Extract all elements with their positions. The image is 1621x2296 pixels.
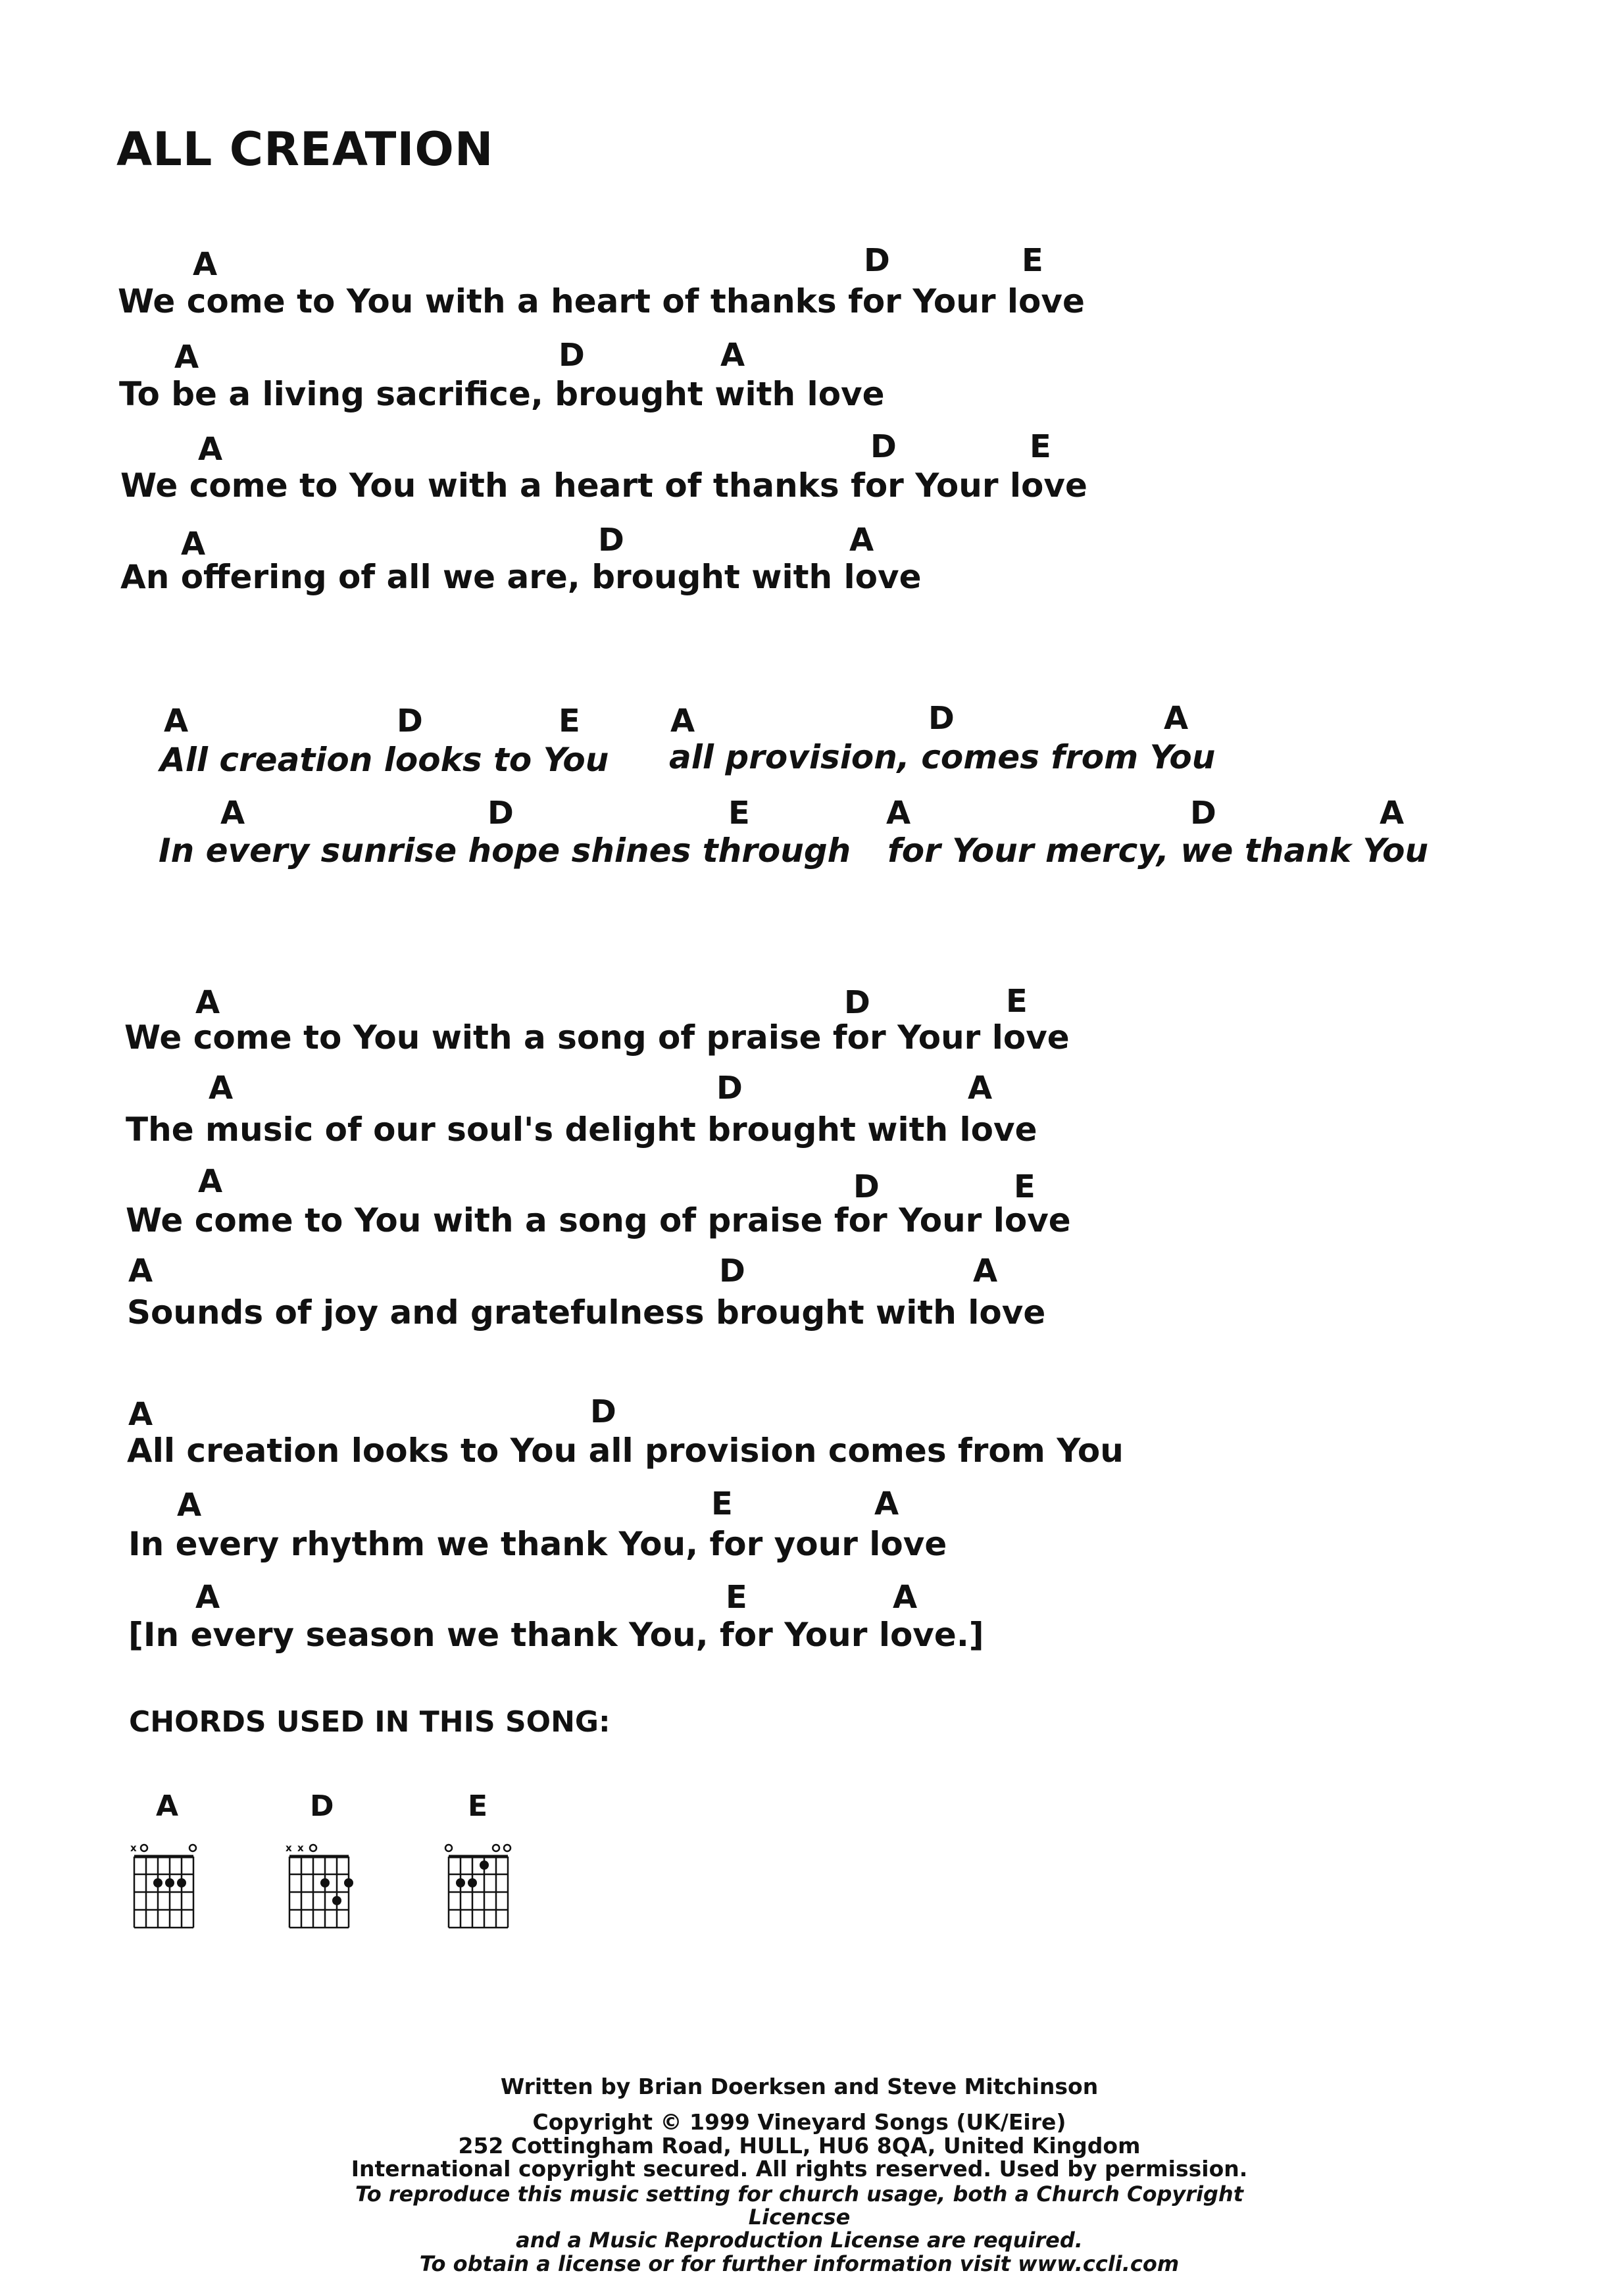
license-note [316, 2183, 1283, 2276]
lyric-line: We come to You with a heart of thanks for Your love [120, 466, 1087, 505]
svg-text:x: x [297, 1842, 304, 1854]
chord: E [726, 1579, 747, 1616]
lyric-line: All creation looks to You all provision comes from You [127, 1432, 1124, 1470]
chord: A [177, 1487, 202, 1524]
chord: D [928, 700, 955, 737]
chord: A [128, 1253, 153, 1289]
license-note-line: To reproduce this music setting for church usage, both a Church Copyright Licencse [355, 2182, 1243, 2230]
chord-diagram-name: E [468, 1789, 488, 1823]
chord: D [590, 1393, 616, 1430]
chord: D [870, 428, 897, 465]
song-title: ALL CREATION [116, 122, 494, 176]
lyric-line: We come to You with a song of praise for Your love [126, 1201, 1071, 1239]
chord: E [1014, 1168, 1035, 1205]
chord-diagram-name: A [156, 1789, 179, 1823]
chords-used-heading: CHORDS USED IN THIS SONG: [129, 1705, 611, 1739]
license-note-line: To obtain a license or for further information visit www.ccli.com [419, 2251, 1180, 2276]
license-note-line: and a Music Reproduction License are required. [516, 2228, 1083, 2253]
chord: D [716, 1070, 743, 1107]
chord: A [1380, 795, 1405, 832]
chord: A [973, 1253, 998, 1289]
a-chord-diagram-icon [129, 1842, 201, 1934]
chord: A [720, 337, 745, 374]
chord: A [886, 795, 911, 832]
chord: E [711, 1485, 733, 1522]
chord: A [968, 1070, 993, 1107]
chord: E [728, 795, 750, 832]
e-chord-diagram-icon [443, 1842, 516, 1934]
chord: A [195, 1579, 220, 1616]
svg-text:x: x [286, 1842, 292, 1854]
chord: D [844, 984, 870, 1021]
chorus-line-part: for Your mercy, we thank You [887, 832, 1429, 870]
chorus-line-part: In every sunrise hope shines through [159, 832, 851, 870]
chord-diagram-name: D [310, 1789, 334, 1823]
chord: A [128, 1396, 153, 1433]
lyric-line: An offering of all we are, brought with love [120, 558, 922, 596]
written-by: Written by Brian Doerksen and Steve Mitchinson [500, 2074, 1099, 2099]
lyric-line: We come to You with a heart of thanks for Your love [118, 282, 1085, 320]
lyric-line: To be a living sacrifice, brought with love [119, 375, 885, 413]
lyric-line: We come to You with a song of praise for Your love [124, 1018, 1070, 1057]
copyright-rights: International copyright secured. All rights reserved. Used by permission. [351, 2156, 1248, 2182]
lyric-line: In every rhythm we thank You, for your love [128, 1525, 947, 1563]
chord: A [195, 984, 220, 1021]
copyright-block [316, 2110, 1283, 2181]
svg-text:x: x [130, 1842, 137, 1854]
chord: A [209, 1070, 234, 1107]
chord: E [559, 703, 580, 739]
copyright-line: Copyright © 1999 Vineyard Songs (UK/Eire) [532, 2109, 1066, 2135]
chord: A [198, 1163, 223, 1200]
chord: A [893, 1579, 918, 1616]
lyric-line: The music of our soul's delight brought with love [126, 1111, 1037, 1149]
chord: D [487, 795, 514, 832]
chord: A [198, 431, 223, 468]
chord: A [1164, 700, 1189, 737]
chord: D [864, 242, 890, 279]
chorus-line-part: all provision, comes from You [669, 738, 1216, 776]
chorus-line-part: All creation looks to You [160, 741, 609, 779]
chord: A [164, 703, 189, 739]
chord: A [220, 795, 245, 832]
chord: E [1006, 983, 1028, 1020]
d-chord-diagram-icon [284, 1842, 357, 1934]
chord: D [397, 703, 423, 739]
chord: D [598, 522, 624, 559]
lyric-line: Sounds of joy and gratefulness brought with love [127, 1293, 1046, 1332]
chord: D [559, 337, 585, 374]
chord: A [181, 526, 206, 562]
chord: D [853, 1168, 880, 1205]
chord: A [193, 246, 218, 283]
chord: D [719, 1253, 745, 1289]
chord: E [1030, 428, 1051, 465]
copyright-address: 252 Cottingham Road, HULL, HU6 8QA, United Kingdom [458, 2132, 1141, 2159]
chord: A [670, 703, 695, 739]
chord: A [174, 339, 199, 376]
chord: A [849, 522, 874, 559]
chord: E [1022, 242, 1043, 279]
lyric-line: [In every season we thank You, for Your love.] [128, 1616, 984, 1654]
chord: A [874, 1485, 899, 1522]
chord: D [1190, 795, 1216, 832]
